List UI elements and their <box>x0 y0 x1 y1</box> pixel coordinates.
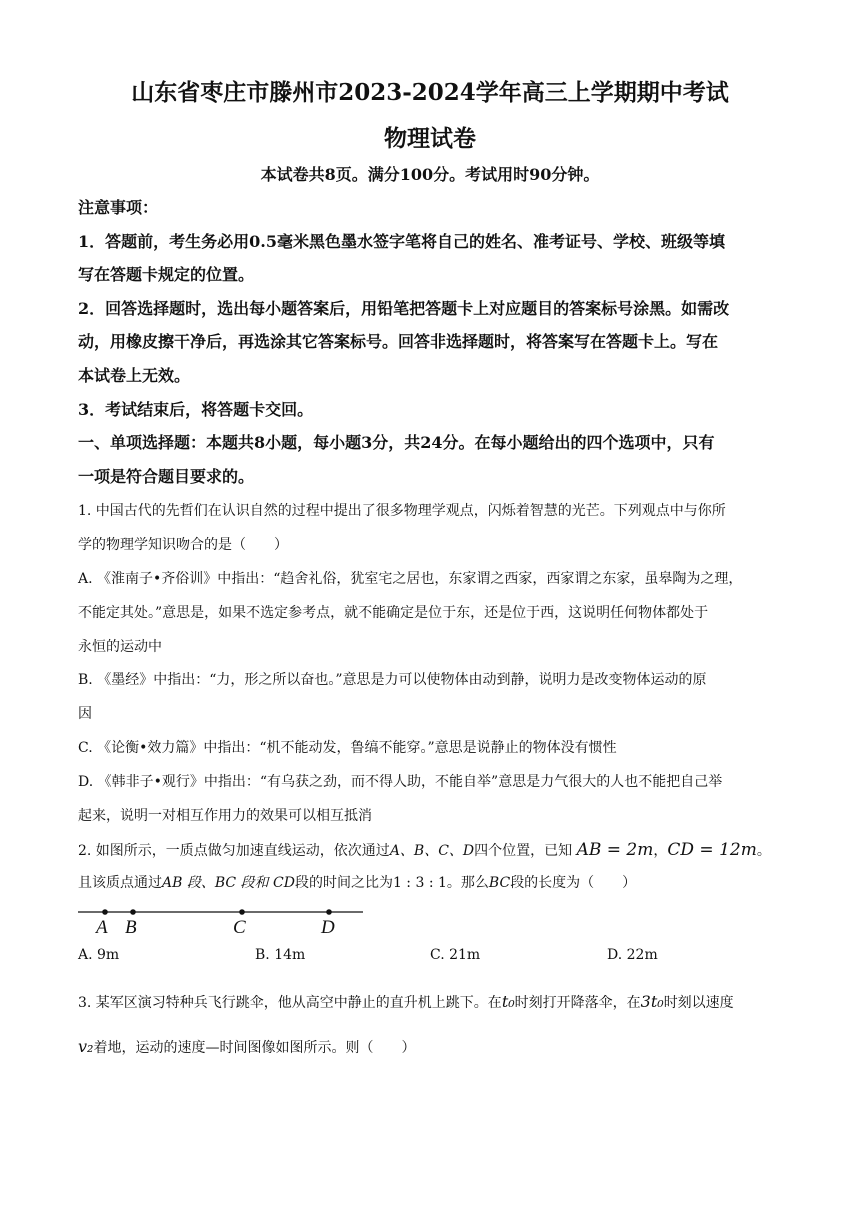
q2-equation-cd: CD = 12m <box>667 840 757 860</box>
q2-segment-bc: BC <box>488 875 511 891</box>
q1-option-b-line-1: B. 《墨经》中指出：“力，形之所以奋也。”意思是力可以使物体由动到静，说明力是改变物体运动的原 <box>78 672 707 688</box>
q3-3t0: 3t₀ <box>640 992 664 1011</box>
q2-stem-text: 段的长度为（ ） <box>510 875 637 891</box>
q2-option-b: B. 14m <box>255 947 306 963</box>
q1-option-c: C. 《论衡•效力篇》中指出：“机不能动发，鲁缟不能穿。”意思是说静止的物体没有惯性 <box>78 740 617 756</box>
q3-stem-line-1 <box>78 985 788 1020</box>
q2-stem-line-1: 2. 如图所示，一质点做匀加速直线运动，依次通过A、B、C、D四个位置，已知 AB = 2m，CD = 12m。 <box>78 840 771 860</box>
figure-point-d <box>326 909 332 915</box>
q3-t0: t₀ <box>501 992 515 1011</box>
q2-stem-text: 四个位置，已知 <box>474 843 573 859</box>
figure-label-c: C <box>233 917 246 938</box>
q2-stem-text: 且该质点通过 <box>78 875 162 891</box>
figure-point-a <box>102 909 108 915</box>
figure-point-c <box>239 909 245 915</box>
notice-item-2-line-3: 本试卷上无效。 <box>78 366 191 385</box>
page-title: 山东省枣庄市滕州市2023-2024学年高三上学期期中考试 <box>131 79 729 106</box>
q1-option-a-line-1: A. 《淮南子•齐俗训》中指出：“趋舍礼俗，犹室宅之居也，东家谓之西家，西家谓之东家，虽皋陶为之理， <box>78 571 743 587</box>
q3-v2: v₂ <box>78 1037 94 1056</box>
q1-option-a-line-2: 不能定其处。”意思是，如果不选定参考点，就不能确定是位于东，还是位于西，这说明任何物体都处于 <box>78 605 709 621</box>
q2-stem-line-2 <box>78 866 788 900</box>
q3-stem-line-2 <box>78 1030 788 1065</box>
q3-stem-text: 3. 某军区演习特种兵飞行跳伞，他从高空中静止的直升机上跳下。在 <box>78 995 502 1011</box>
page-subtitle: 物理试卷 <box>384 125 476 152</box>
q1-stem-line-1: 1. 中国古代的先哲们在认识自然的过程中提出了很多物理学观点，闪烁着智慧的光芒。下列观点中与你所 <box>78 503 726 519</box>
q2-points: A、B、C、D <box>389 843 475 859</box>
q1-option-d-line-1: D. 《韩非子•观行》中指出：“有乌获之劲，而不得人助，不能自举”意思是力气很大的人也不能把自己举 <box>78 774 723 790</box>
figure-label-a: A <box>96 917 108 938</box>
q2-segments: AB 段、BC 段和 CD <box>162 875 295 891</box>
q2-option-a: A. 9m <box>78 947 120 963</box>
q2-line-figure <box>78 903 378 943</box>
section-heading-line-2: 一项是符合题目要求的。 <box>78 467 255 486</box>
figure-label-d: D <box>321 917 335 938</box>
section-heading-line-1: 一、单项选择题：本题共8小题，每小题3分，共24分。在每小题给出的四个选项中，只有 <box>78 433 715 452</box>
q2-stem-text: 2. 如图所示，一质点做匀加速直线运动，依次通过 <box>78 843 390 859</box>
notice-item-1-line-2: 写在答题卡规定的位置。 <box>78 265 255 284</box>
q1-stem-line-2: 学的物理学知识吻合的是（ ） <box>78 537 288 553</box>
q3-stem-text: 时刻打开降落伞，在 <box>514 995 641 1011</box>
q2-option-c: C. 21m <box>430 947 481 963</box>
figure-point-b <box>130 909 136 915</box>
notice-item-3: 3．考试结束后，将答题卡交回。 <box>78 400 314 419</box>
q2-option-d: D. 22m <box>607 947 658 963</box>
q1-option-d-line-2: 起来，说明一对相互作用力的效果可以相互抵消 <box>78 808 372 824</box>
q1-option-a-line-3: 永恒的运动中 <box>78 639 162 655</box>
notice-item-2-line-1: 2．回答选择题时，选出每小题答案后，用铅笔把答题卡上对应题目的答案标号涂黑。如需改 <box>78 299 730 318</box>
q3-stem-text: 时刻以速度 <box>663 995 734 1011</box>
q2-equation-ab: AB = 2m <box>576 840 654 860</box>
notice-heading: 注意事项： <box>78 198 159 217</box>
q3-stem-text: 着地，运动的速度—时间图像如图所示。则（ ） <box>93 1040 416 1056</box>
q2-stem-text: 段的时间之比为 <box>294 875 393 891</box>
q2-ratio: 1 : 3 : 1 <box>392 875 447 891</box>
notice-item-2-line-2: 动，用橡皮擦干净后，再选涂其它答案标号。回答非选择题时，将答案写在答题卡上。写在 <box>78 332 719 351</box>
figure-label-b: B <box>125 917 137 938</box>
notice-item-1-line-1: 1．答题前，考生务必用0.5毫米黑色墨水签字笔将自己的姓名、准考证号、学校、班级等填 <box>78 232 725 251</box>
exam-info: 本试卷共8页。满分100分。考试用时90分钟。 <box>260 165 600 184</box>
q2-stem-text: 。那么 <box>446 875 489 891</box>
q1-option-b-line-2: 因 <box>78 706 92 722</box>
